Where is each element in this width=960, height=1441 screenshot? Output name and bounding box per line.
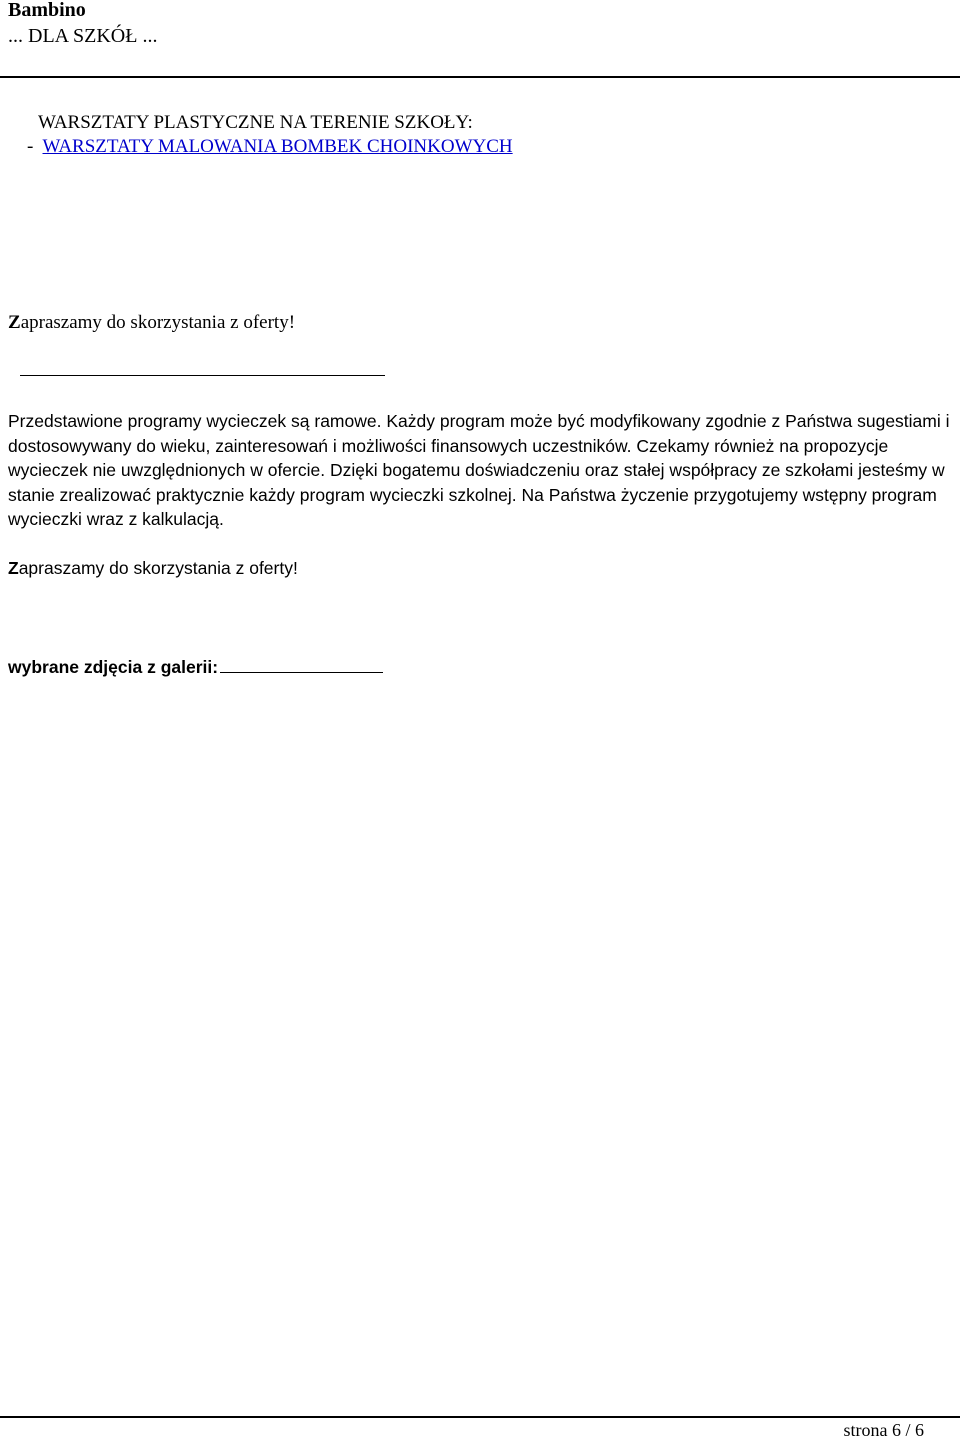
- invitation-initial-2: Z: [8, 558, 19, 578]
- gallery-underline: [220, 658, 383, 673]
- header-divider: [0, 76, 960, 78]
- invitation-initial: Z: [8, 312, 21, 333]
- invitation-text-2: [8, 558, 298, 579]
- list-bullet: -: [27, 136, 34, 157]
- footer-divider: [0, 1416, 960, 1418]
- description-paragraph: Przedstawione programy wycieczek są ramowe. Każdy program może być modyfikowany zgodnie z Państwa sugestiami i dostosowywany do wieku, zainteresowań i możliwości finansowych uczestników. Czekamy również na propozycje wycieczek nie uwzględnionych w ofercie. Dzięki bogatemu doświadczeniu oraz stałej współpracy ze szkołami jesteśmy w stanie zrealizować praktycznie każdy program wycieczki szkolnej. Na Państwa życzenie przygotujemy wstępny program wycieczki wraz z kalkulacją.: [8, 411, 950, 529]
- invitation-text: [8, 312, 295, 334]
- invitation-rest: apraszamy do skorzystania z oferty!: [20, 312, 296, 333]
- section-title: ... DLA SZKÓŁ ...: [8, 25, 158, 47]
- gallery-heading: [8, 657, 383, 678]
- workshops-heading: WARSZTATY PLASTYCZNE NA TERENIE SZKOŁY:: [38, 112, 473, 133]
- separator-line: [20, 375, 385, 376]
- workshop-link[interactable]: WARSZTATY MALOWANIA BOMBEK CHOINKOWYCH: [42, 136, 513, 157]
- page-number: strona 6 / 6: [843, 1420, 924, 1440]
- invitation-rest-2: apraszamy do skorzystania z oferty!: [18, 558, 298, 578]
- gallery-label: wybrane zdjęcia z galerii:: [8, 657, 219, 677]
- workshop-list-item: [27, 136, 513, 158]
- site-name: Bambino: [8, 0, 86, 21]
